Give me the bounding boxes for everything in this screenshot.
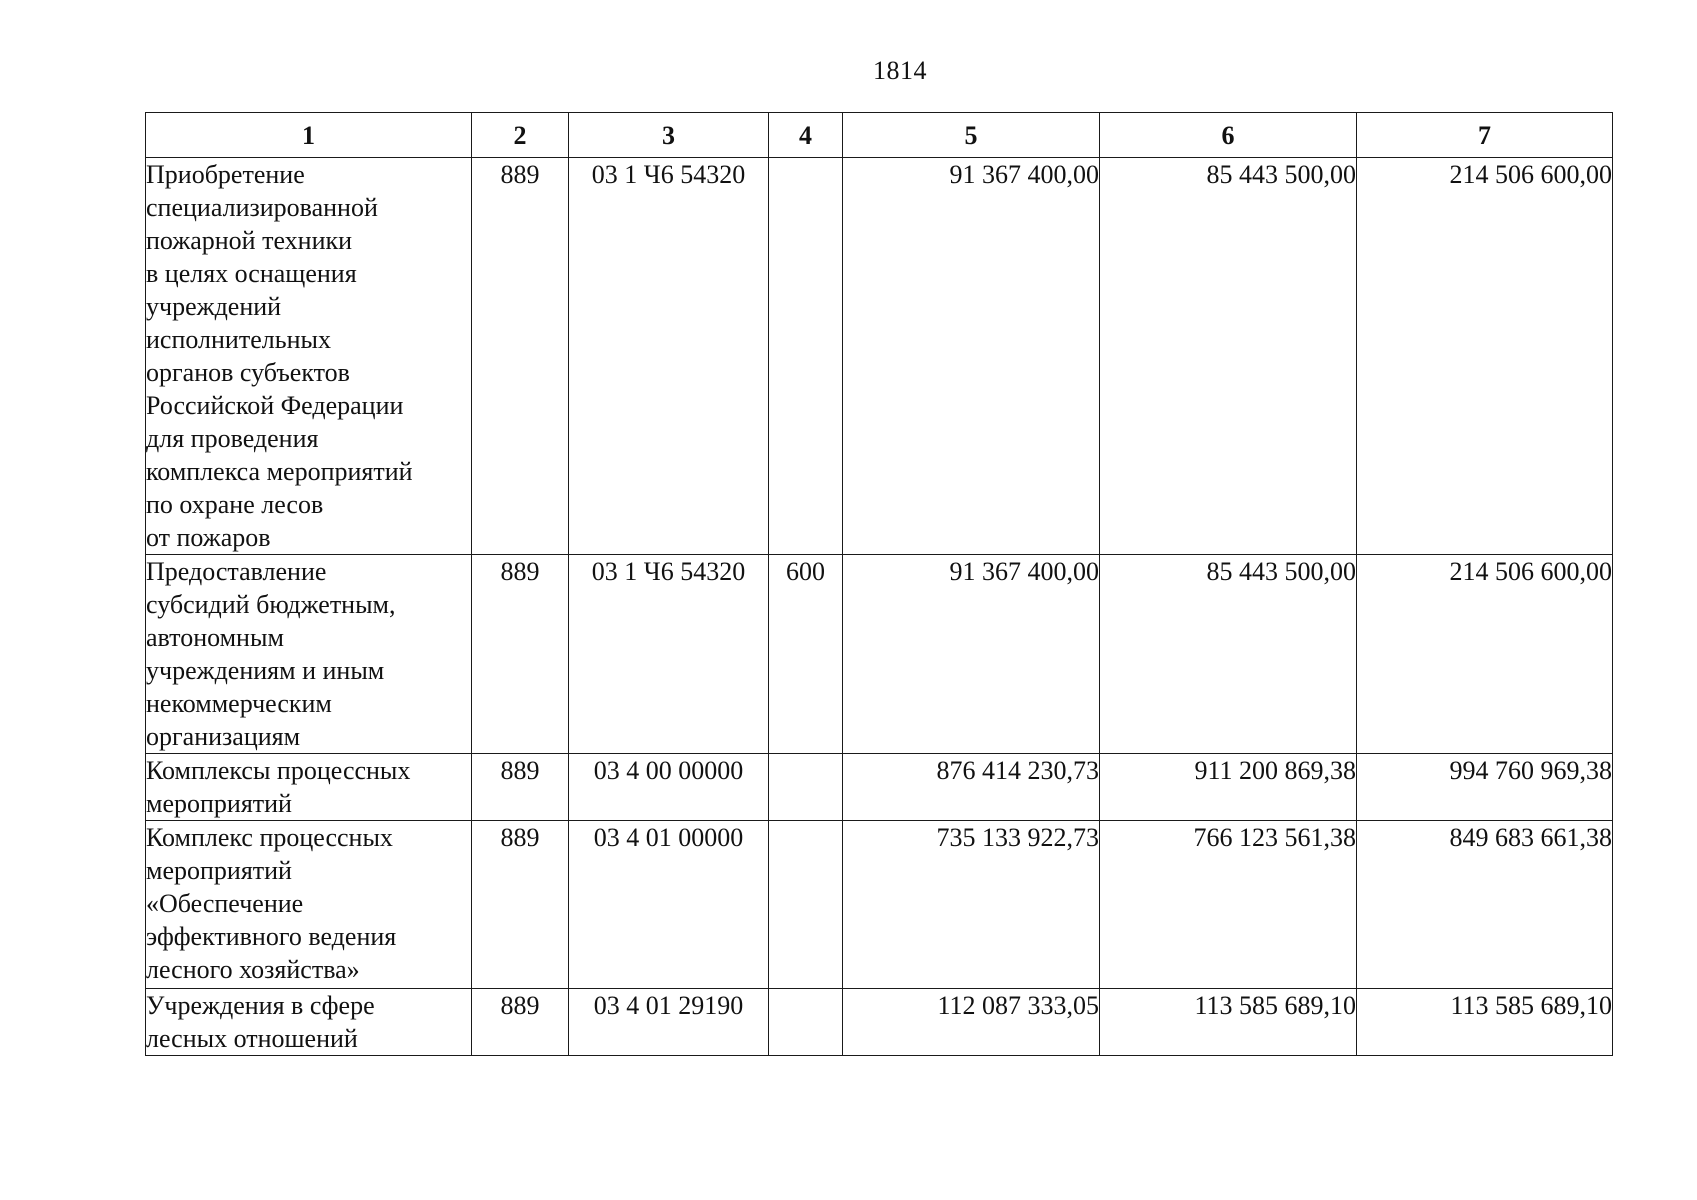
amount-cell: 911 200 869,38: [1100, 754, 1357, 821]
amount-cell: 85 443 500,00: [1100, 158, 1357, 555]
column-header: 3: [569, 113, 769, 158]
vr-code-cell: 600: [769, 555, 843, 754]
row-name-cell: Приобретение специализированной пожарной техники в целях оснащения учреждений исполнительных органов субъектов Российской Федерации для проведения комплекса мероприятий по охране лесов от пожаров: [146, 158, 472, 555]
csr-code-cell: 03 1 Ч6 54320: [569, 555, 769, 754]
vr-code-cell: [769, 158, 843, 555]
amount-cell: 91 367 400,00: [843, 555, 1100, 754]
amount-cell: 214 506 600,00: [1357, 158, 1613, 555]
gov-code-cell: 889: [472, 821, 569, 989]
column-header: 1: [146, 113, 472, 158]
table-row: [146, 555, 1613, 754]
amount-cell: 994 760 969,38: [1357, 754, 1613, 821]
gov-code-cell: 889: [472, 754, 569, 821]
column-header: 2: [472, 113, 569, 158]
page-number: 1814: [873, 56, 927, 85]
column-header: 4: [769, 113, 843, 158]
amount-cell: 849 683 661,38: [1357, 821, 1613, 989]
column-header: 7: [1357, 113, 1613, 158]
table-row: [146, 989, 1613, 1056]
csr-code-cell: 03 4 01 00000: [569, 821, 769, 989]
gov-code-cell: 889: [472, 555, 569, 754]
amount-cell: 113 585 689,10: [1357, 989, 1613, 1056]
amount-cell: 91 367 400,00: [843, 158, 1100, 555]
amount-cell: 766 123 561,38: [1100, 821, 1357, 989]
amount-cell: 876 414 230,73: [843, 754, 1100, 821]
amount-cell: 112 087 333,05: [843, 989, 1100, 1056]
budget-table: [145, 112, 1613, 1056]
amount-cell: 214 506 600,00: [1357, 555, 1613, 754]
csr-code-cell: 03 4 01 29190: [569, 989, 769, 1056]
table-row: [146, 821, 1613, 989]
column-header: 6: [1100, 113, 1357, 158]
amount-cell: 113 585 689,10: [1100, 989, 1357, 1056]
column-header: 5: [843, 113, 1100, 158]
csr-code-cell: 03 1 Ч6 54320: [569, 158, 769, 555]
table-row: [146, 754, 1613, 821]
amount-cell: 735 133 922,73: [843, 821, 1100, 989]
row-name-cell: Учреждения в сфере лесных отношений: [146, 989, 472, 1056]
amount-cell: 85 443 500,00: [1100, 555, 1357, 754]
row-name-cell: Предоставление субсидий бюджетным, автономным учреждениям и иным некоммерческим организациям: [146, 555, 472, 754]
table-row: [146, 158, 1613, 555]
vr-code-cell: [769, 821, 843, 989]
row-name-cell: Комплексы процессных мероприятий: [146, 754, 472, 821]
vr-code-cell: [769, 989, 843, 1056]
vr-code-cell: [769, 754, 843, 821]
csr-code-cell: 03 4 00 00000: [569, 754, 769, 821]
gov-code-cell: 889: [472, 158, 569, 555]
gov-code-cell: 889: [472, 989, 569, 1056]
row-name-cell: Комплекс процессных мероприятий «Обеспечение эффективного ведения лесного хозяйства»: [146, 821, 472, 989]
header-row: [146, 113, 1613, 158]
